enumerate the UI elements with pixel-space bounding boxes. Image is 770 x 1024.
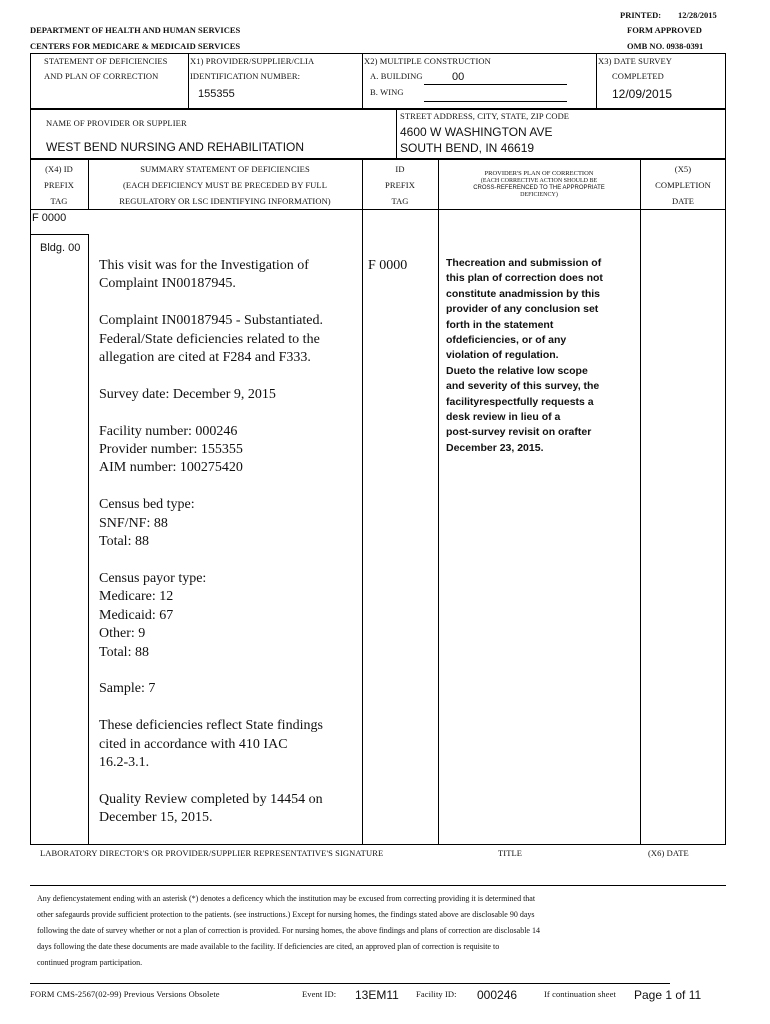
x2-label: X2) MULTIPLE CONSTRUCTION xyxy=(364,56,491,66)
x4-label-1: (X4) ID xyxy=(45,164,73,174)
x3-label-2: COMPLETED xyxy=(612,71,664,81)
summary-header-1: SUMMARY STATEMENT OF DEFICIENCIES xyxy=(140,164,310,174)
x1-label-1: X1) PROVIDER/SUPPLIER/CLIA xyxy=(190,56,315,66)
disclaimer-line-2: other safegaurds provide sufficient protection to the patients. (see instructions.) Except for nursing homes, the findings stated above are disclosable 90 days xyxy=(37,910,535,919)
title-label: TITLE xyxy=(498,848,523,858)
poc-header-3: CROSS-REFERENCED TO THE APPROPRIATE xyxy=(473,185,605,191)
id-label-1: ID xyxy=(395,164,405,174)
wing-label: B. WING xyxy=(370,87,404,97)
printed-label: PRINTED: xyxy=(620,10,662,20)
statement-label-1: STATEMENT OF DEFICIENCIES xyxy=(44,56,168,66)
right-tag: F 0000 xyxy=(368,258,408,273)
poc-header-2: (EACH CORRECTIVE ACTION SHOULD BE xyxy=(480,178,598,184)
printed-date: 12/28/2015 xyxy=(678,10,717,20)
facility-id-value: 000246 xyxy=(477,988,518,1002)
provider-name-value: WEST BEND NURSING AND REHABILITATION xyxy=(46,140,305,154)
disclaimer xyxy=(37,891,725,971)
survey-completed-date: 12/09/2015 xyxy=(612,87,673,101)
x1-label-2: IDENTIFICATION NUMBER: xyxy=(190,71,301,81)
plan-of-correction: Thecreation and submission of this plan of correction does not constitute anadmission by this provider of any conclusion set forth in the statement ofdeficiencies, or of any violation of regulation. Dueto the relative low scope and severity of this survey, the facilityrespectfully requests a desk review in lieu of a post-survey revisit on orafter December 23, 2015. xyxy=(446,257,603,454)
summary-statement: This visit was for the Investigation of Complaint IN00187945. Complaint IN00187945 - Substantiated. Federal/State deficiencies related to the allegation are cited at F284 and F333. Survey date: December 9, 2015 Facility number: 000246 Provider number: 155355 AIM number: 100275420 Census bed type: SNF/NF: 88 Total: 88 Census payor type: Medicare: 12 Medicaid: 67 Other: 9 Total: 88 Sample: 7 These deficiencies reflect State findings cited in accordance with 410 IAC 16.2-3.1. Quality Review completed by 14454 on December 15, 2015. xyxy=(99,258,323,826)
omb-number: OMB NO. 0938-0391 xyxy=(627,41,704,51)
summary-header-3: REGULATORY OR LSC IDENTIFYING INFORMATION) xyxy=(119,196,331,206)
centers-name: CENTERS FOR MEDICARE & MEDICAID SERVICES xyxy=(30,41,241,51)
form-approved: FORM APPROVED xyxy=(627,25,702,35)
id-label-3: TAG xyxy=(391,196,409,206)
building-label: A. BUILDING xyxy=(370,71,423,81)
x5-label-3: DATE xyxy=(671,196,695,206)
poc-header-4: DEFICIENCY) xyxy=(520,192,558,198)
form-number: FORM CMS-2567(02-99) Previous Versions Obsolete xyxy=(30,989,220,999)
building-value: 00 xyxy=(452,71,465,83)
department-name: DEPARTMENT OF HEALTH AND HUMAN SERVICES xyxy=(30,25,241,35)
address-line-1: 4600 W WASHINGTON AVE xyxy=(400,125,553,139)
building-number: Bldg. 00 xyxy=(40,242,81,254)
disclaimer-line-3: following the date of survey whether or not a plan of correction is provided. For nursing homes, the above findings and plans of correction are disclosable 14 xyxy=(37,926,540,935)
left-tag: F 0000 xyxy=(32,212,67,224)
page-number: Page 1 of 11 xyxy=(634,988,702,1002)
disclaimer-line-1: Any defiencystatement ending with an asterisk (*) denotes a deficency which the institution may be excused from correcting providing it is determined that xyxy=(37,894,536,903)
provider-id-value: 155355 xyxy=(198,88,235,100)
facility-id-label: Facility ID: xyxy=(416,989,457,999)
summary-header-2: (EACH DEFICIENCY MUST BE PRECEDED BY FULL xyxy=(122,180,328,190)
event-id-value: 13EM11 xyxy=(355,988,399,1002)
disclaimer-line-5: continued program participation. xyxy=(37,958,143,967)
x5-label-1: (X5) xyxy=(674,164,692,174)
x4-label-3: TAG xyxy=(50,196,68,206)
x4-label-2: PREFIX xyxy=(44,180,74,190)
statement-label-2: AND PLAN OF CORRECTION xyxy=(44,71,159,81)
id-label-2: PREFIX xyxy=(385,180,415,190)
director-signature-label: LABORATORY DIRECTOR'S OR PROVIDER/SUPPLIER REPRESENTATIVE'S SIGNATURE xyxy=(40,848,384,858)
event-id-label: Event ID: xyxy=(302,989,337,999)
disclaimer-line-4: days following the date these documents are made available to the facility. If deficiencies are cited, an approved plan of correction is requisite to xyxy=(37,942,500,951)
poc-header-1: PROVIDER'S PLAN OF CORRECTION xyxy=(484,170,594,177)
continuation-label: If continuation sheet xyxy=(544,989,616,999)
x6-date-label: (X6) DATE xyxy=(648,848,689,858)
address-line-2: SOUTH BEND, IN 46619 xyxy=(400,141,535,155)
x3-label-1: X3) DATE SURVEY xyxy=(598,56,673,66)
address-label: STREET ADDRESS, CITY, STATE, ZIP CODE xyxy=(400,111,570,121)
provider-name-label: NAME OF PROVIDER OR SUPPLIER xyxy=(46,118,187,128)
x5-label-2: COMPLETION xyxy=(655,180,711,190)
